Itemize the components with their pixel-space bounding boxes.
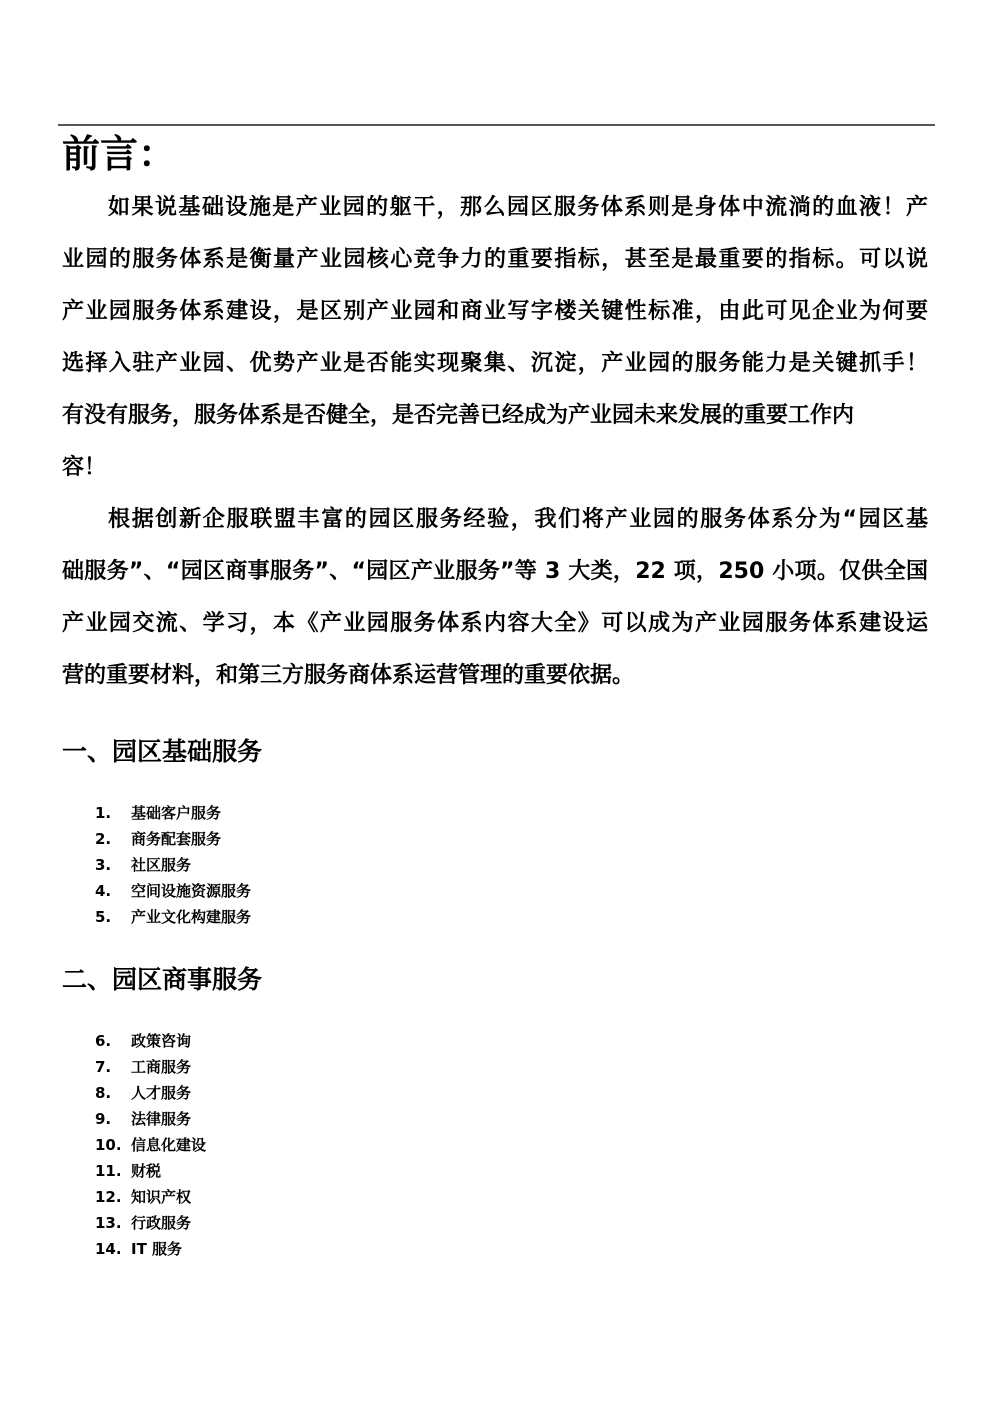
section-heading-basic-services: 一、园区基础服务 (62, 737, 263, 766)
item-number: 7. (95, 1058, 112, 1076)
item-label: 行政服务 (131, 1214, 192, 1232)
list-item (95, 826, 251, 852)
item-number: 14. (95, 1240, 122, 1258)
item-label: 工商服务 (131, 1058, 192, 1076)
basic-services-list (95, 800, 251, 930)
list-item (95, 1236, 206, 1262)
item-number: 6. (95, 1032, 112, 1050)
text-line: 产业园交流、学习，本《产业园服务体系内容大全》可以成为产业园服务体系建设运 (62, 611, 928, 636)
text-line: 础服务”、“园区商事服务”、“园区产业服务”等 3 大类，22 项，250 小项。仅供全国 (62, 559, 928, 584)
section-heading-commercial-services: 二、园区商事服务 (62, 965, 263, 994)
item-number: 12. (95, 1188, 122, 1206)
item-number: 3. (95, 856, 112, 874)
text-line: 根据创新企服联盟丰富的园区服务经验，我们将产业园的服务体系分为“园区基 (108, 507, 928, 532)
item-number: 13. (95, 1214, 122, 1232)
text-line: 产业园服务体系建设，是区别产业园和商业写字楼关键性标准，由此可见企业为何要 (62, 299, 928, 324)
list-item (95, 904, 251, 930)
item-label: 社区服务 (131, 856, 192, 874)
item-label: 基础客户服务 (131, 804, 222, 822)
item-number: 2. (95, 830, 112, 848)
item-label: 人才服务 (131, 1084, 192, 1102)
list-item (95, 1028, 206, 1054)
intro-paragraph-1 (62, 182, 928, 494)
item-label: 信息化建设 (131, 1136, 207, 1154)
item-number: 10. (95, 1136, 122, 1154)
list-item (95, 1184, 206, 1210)
item-label: IT 服务 (131, 1240, 183, 1258)
text-line: 业园的服务体系是衡量产业园核心竞争力的重要指标，甚至是最重要的指标。可以说 (62, 247, 928, 272)
text-line: 营的重要材料，和第三方服务商体系运营管理的重要依据。 (62, 663, 635, 688)
list-item (95, 1054, 206, 1080)
list-item (95, 1106, 206, 1132)
text-line: 如果说基础设施是产业园的躯干，那么园区服务体系则是身体中流淌的血液！产 (108, 195, 928, 220)
text-line: 选择入驻产业园、优势产业是否能实现聚集、沉淀，产业园的服务能力是关键抓手！ (62, 351, 928, 376)
list-item (95, 1080, 206, 1106)
intro-paragraph-2 (62, 494, 928, 702)
item-number: 4. (95, 882, 112, 900)
list-item (95, 852, 251, 878)
item-number: 1. (95, 804, 112, 822)
item-number: 11. (95, 1162, 122, 1180)
list-item (95, 800, 251, 826)
header-rule (58, 124, 935, 126)
commercial-services-list (95, 1028, 206, 1262)
item-label: 知识产权 (131, 1188, 192, 1206)
item-number: 5. (95, 908, 112, 926)
item-label: 法律服务 (131, 1110, 192, 1128)
item-label: 商务配套服务 (131, 830, 222, 848)
list-item (95, 878, 251, 904)
text-line: 容！ (62, 455, 107, 480)
page-title: 前言： (62, 132, 177, 176)
item-label: 财税 (131, 1162, 162, 1180)
list-item (95, 1210, 206, 1236)
text-line: 有没有服务，服务体系是否健全，是否完善已经成为产业园未来发展的重要工作内 (62, 403, 855, 428)
list-item (95, 1158, 206, 1184)
item-label: 空间设施资源服务 (131, 882, 252, 900)
item-label: 产业文化构建服务 (131, 908, 252, 926)
item-label: 政策咨询 (131, 1032, 192, 1050)
list-item (95, 1132, 206, 1158)
item-number: 9. (95, 1110, 112, 1128)
item-number: 8. (95, 1084, 112, 1102)
